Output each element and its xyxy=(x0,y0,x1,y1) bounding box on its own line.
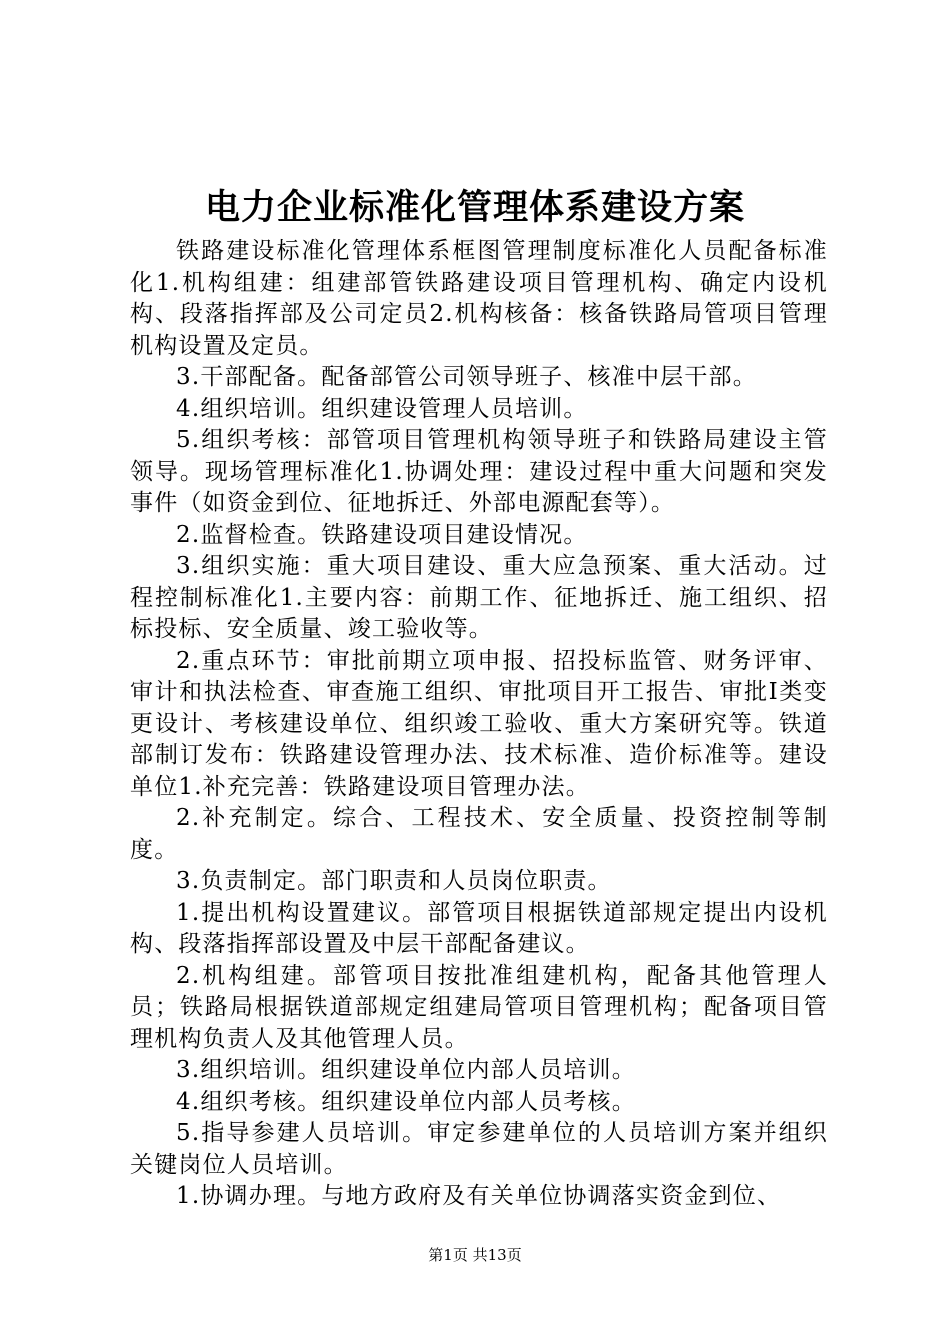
paragraph: 5.组织考核：部管项目管理机构领导班子和铁路局建设主管领导。现场管理标准化1.协调处理：建设过程中重大问题和突发事件（如资金到位、征地拆迁、外部电源配套等）。 xyxy=(130,427,828,516)
page-number-footer: 第1页 共13页 xyxy=(428,1246,522,1264)
document-title: 电力企业标准化管理体系建设方案 xyxy=(204,187,745,228)
paragraph: 2.监督检查。铁路建设项目建设情况。 xyxy=(176,521,588,548)
paragraph: 1.协调办理。与地方政府及有关单位协调落实资金到位、 xyxy=(176,1183,782,1209)
paragraph: 3.组织实施：重大项目建设、重大应急预案、重大活动。过程控制标准化1.主要内容：前期工作、征地拆迁、施工组织、招标投标、安全质量、竣工验收等。 xyxy=(130,553,828,642)
document-body xyxy=(130,236,828,1213)
paragraph: 1.提出机构设置建议。部管项目根据铁道部规定提出内设机构、段落指挥部设置及中层干部配备建议。 xyxy=(130,899,828,957)
paragraph: 2.补充制定。综合、工程技术、安全质量、投资控制等制度。 xyxy=(130,805,828,863)
paragraph: 2.重点环节：审批前期立项申报、招投标监管、财务评审、审计和执法检查、审查施工组织、审批项目开工报告、审批Ⅰ类变更设计、考核建设单位、组织竣工验收、重大方案研究等。铁道部制订发布：铁路建设管理办法、技术标准、造价标准等。建设单位1.补充完善：铁路建设项目管理办法。 xyxy=(130,647,828,800)
paragraph: 2.机构组建。部管项目按批准组建机构，配备其他管理人员；铁路局根据铁道部规定组建局管项目管理机构；配备项目管理机构负责人及其他管理人员。 xyxy=(130,962,828,1052)
paragraph: 3.组织培训。组织建设单位内部人员培训。 xyxy=(176,1057,636,1083)
paragraph: 5.指导参建人员培训。审定参建单位的人员培训方案并组织关键岗位人员培训。 xyxy=(130,1120,828,1178)
paragraph: 4.组织培训。组织建设管理人员培训。 xyxy=(176,395,588,422)
paragraph: 3.负责制定。部门职责和人员岗位职责。 xyxy=(176,868,612,894)
paragraph: 铁路建设标准化管理体系框图管理制度标准化人员配备标准化1.机构组建：组建部管铁路建设项目管理机构、确定内设机构、段落指挥部及公司定员2.机构核备：核备铁路局管项目管理机构设置及定员。 xyxy=(130,238,828,359)
paragraph: 4.组织考核。组织建设单位内部人员考核。 xyxy=(176,1088,636,1115)
paragraph: 3.干部配备。配备部管公司领导班子、核准中层干部。 xyxy=(176,364,757,390)
